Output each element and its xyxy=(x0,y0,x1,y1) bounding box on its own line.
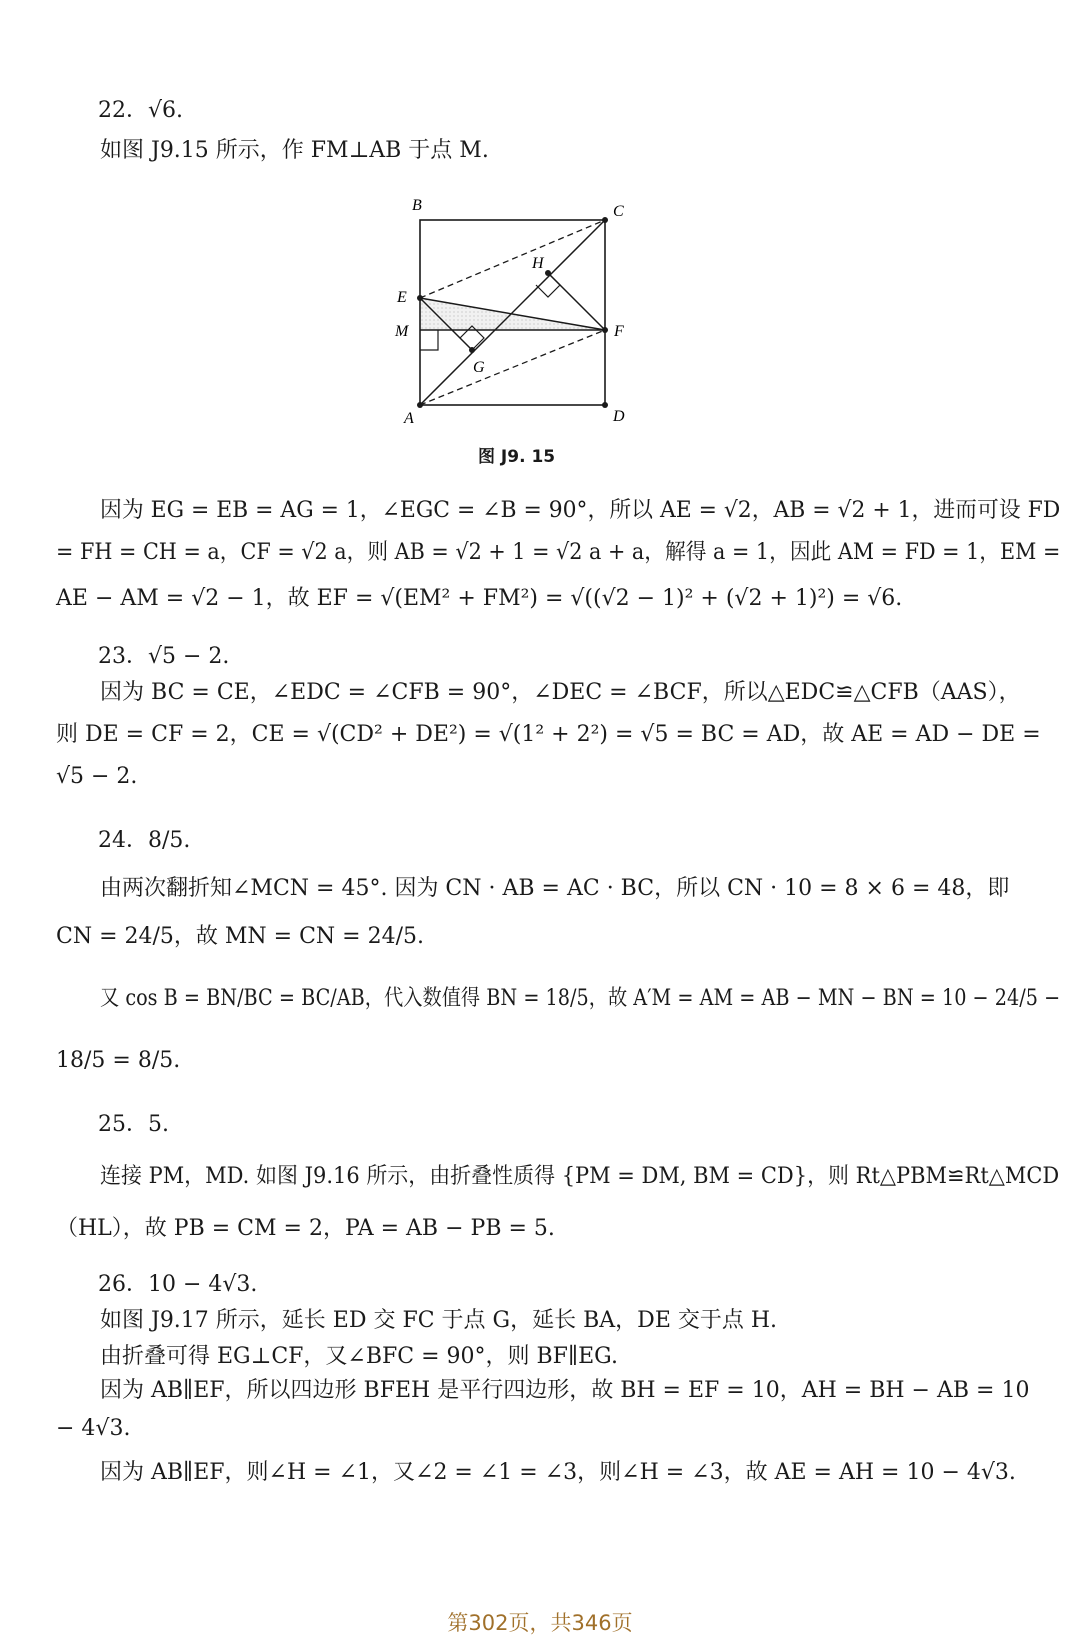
figure-j9-15 xyxy=(380,190,650,430)
problem-22-body3: AE − AM = √2 − 1，故 EF = √(EM² + FM²) = √((√2 − 1)² + (√2 + 1)²) = √6. xyxy=(56,586,903,611)
problem-25-body1: 连接 PM，MD. 如图 J9.16 所示，由折叠性质得 {PM = DM, BM = CD}，则 Rt△PBM≌Rt△MCD xyxy=(100,1164,1060,1189)
problem-24-answer: 24．8/5. xyxy=(98,828,191,853)
problem-23-body2: 则 DE = CF = 2，CE = √(CD² + DE²) = √(1² + 2²) = √5 = BC = AD，故 AE = AD − DE = xyxy=(56,722,1041,747)
problem-25-answer: 25．5. xyxy=(98,1112,169,1137)
problem-26-body4: − 4√3. xyxy=(56,1416,131,1441)
label-D: D xyxy=(613,408,625,425)
figure-caption: 图 J9. 15 xyxy=(478,447,556,467)
label-H: H xyxy=(532,255,544,272)
problem-26-answer: 26．10 − 4√3. xyxy=(98,1272,258,1297)
problem-26-body1: 如图 J9.17 所示，延长 ED 交 FC 于点 G，延长 BA，DE 交于点 H. xyxy=(100,1308,778,1333)
label-G: G xyxy=(473,359,485,376)
label-E: E xyxy=(397,289,407,306)
problem-25-body2: （HL），故 PB = CM = 2，PA = AB − PB = 5. xyxy=(56,1216,555,1241)
problem-23-body3: √5 − 2. xyxy=(56,764,138,789)
problem-24-body2: CN = 24/5，故 MN = CN = 24/5. xyxy=(56,924,424,949)
problem-22-answer: 22．√6. xyxy=(98,98,184,123)
label-M: M xyxy=(395,323,409,340)
problem-22-body1: 因为 EG = EB = AG = 1，∠EGC = ∠B = 90°，所以 AE = √2，AB = √2 + 1，进而可设 FD xyxy=(100,498,1061,523)
page-footer: 第302页，共346页 xyxy=(447,1611,633,1635)
problem-26-body2: 由折叠可得 EG⊥CF，又∠BFC = 90°，则 BF∥EG. xyxy=(100,1344,618,1369)
label-C: C xyxy=(613,203,624,220)
problem-26-body5: 因为 AB∥EF，则∠H = ∠1，又∠2 = ∠1 = ∠3，则∠H = ∠3，故 AE = AH = 10 − 4√3. xyxy=(100,1460,1016,1485)
problem-26-body3: 因为 AB∥EF，所以四边形 BFEH 是平行四边形，故 BH = EF = 10，AH = BH − AB = 10 xyxy=(100,1378,1030,1403)
problem-24-body4: 18/5 = 8/5. xyxy=(56,1048,181,1073)
label-A: A xyxy=(404,410,414,427)
problem-23-answer: 23．√5 − 2. xyxy=(98,644,230,669)
problem-22-line1: 如图 J9.15 所示，作 FM⊥AB 于点 M. xyxy=(100,138,489,163)
label-B: B xyxy=(412,197,422,214)
problem-24-body1: 由两次翻折知∠MCN = 45°. 因为 CN · AB = AC · BC，所以 CN · 10 = 8 × 6 = 48，即 xyxy=(100,876,1010,901)
problem-22-body2: = FH = CH = a，CF = √2 a，则 AB = √2 + 1 = √2 a + a，解得 a = 1，因此 AM = FD = 1，EM = xyxy=(56,540,1061,565)
label-F: F xyxy=(614,323,624,340)
problem-24-body3: 又 cos B = BN/BC = BC/AB，代入数值得 BN = 18/5，故 A′M = AM = AB − MN − BN = 10 − 24/5 − xyxy=(100,986,1061,1011)
problem-23-body1: 因为 BC = CE，∠EDC = ∠CFB = 90°，∠DEC = ∠BCF，所以△EDC≌△CFB（AAS）， xyxy=(100,680,1021,705)
